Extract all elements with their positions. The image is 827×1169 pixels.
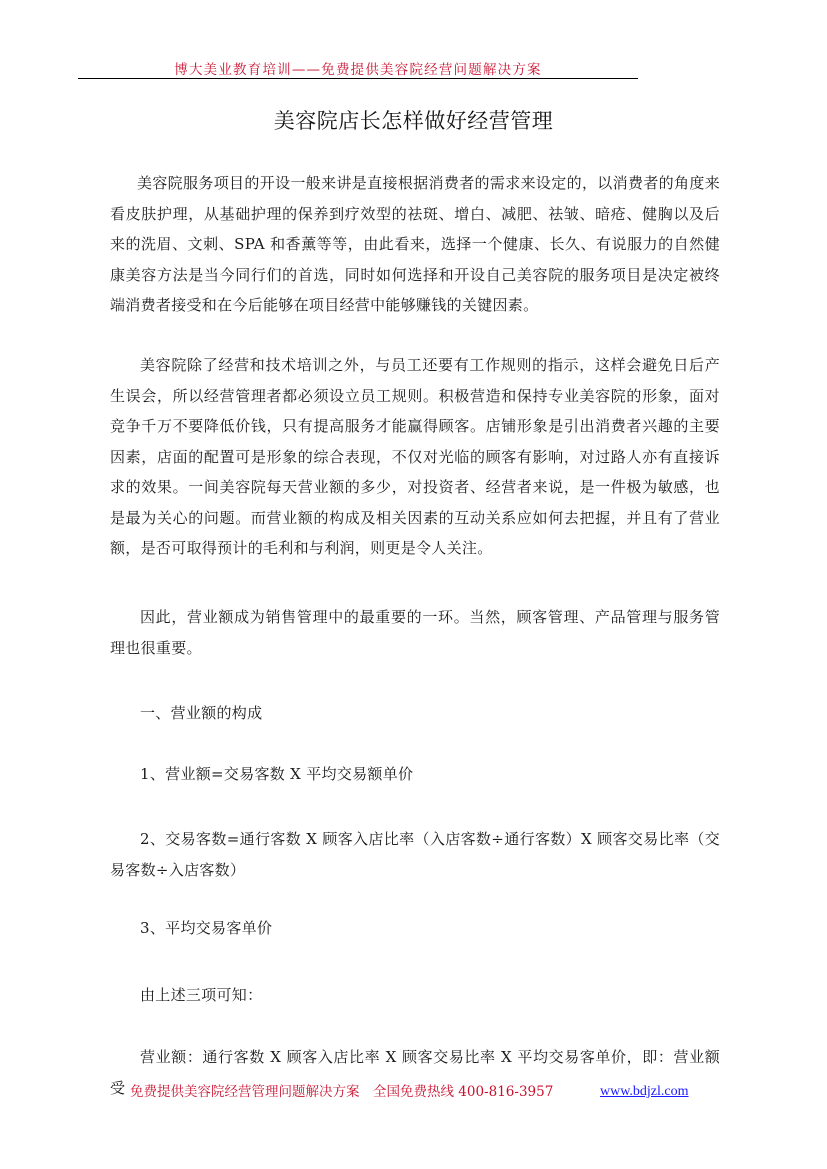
document-title: 美容院店长怎样做好经营管理 bbox=[273, 109, 554, 133]
paragraph-intro: 美容院服务项目的开设一般来讲是直接根据消费者的需求来设定的，以消费者的角度来看皮肤护理，从基础护理的保养到疗效型的祛斑、增白、减肥、祛皱、暗疮、健胸以及后来的洗眉、文刺、SPA 和香薰等等，由此看来，选择一个健康、长久、有说服力的自然健康美容方法是当今同行们的首选，同时如何选择和开设自己美容院的服务项目是决定被终端消费者接受和在今后能够在项目经营中能够赚钱的关键因素。 bbox=[110, 174, 720, 314]
footer-text: 免费提供美容院经营管理问题解决方案 全国免费热线 400-816-3957 bbox=[130, 1084, 554, 1100]
paragraph-staff-rules: 美容院除了经营和技术培训之外，与员工还要有工作规则的指示，这样会避免日后产生误会，所以经营管理者都必须设立员工规则。积极营造和保持专业美容院的形象，面对竞争千万不要降低价钱，只有提高服务才能赢得顾客。店铺形象是引出消费者兴趣的主要因素，店面的配置可是形象的综合表现，不仅对光临的顾客有影响，对过路人亦有直接诉求的效果。一间美容院每天营业额的多少，对投资者、经营者来说，是一件极为敏感，也是最为关心的问题。而营业额的构成及相关因素的互动关系应如何去把握，并且有了营业额，是否可取得预计的毛利和与利润，则更是令人关注。 bbox=[110, 356, 720, 557]
item-average-price: 3、平均交易客单价 bbox=[140, 919, 273, 937]
paragraph-formula-summary: 营业额：通行客数 X 顾客入店比率 X 顾客交易比率 X 平均交易客单价，即：营业额受 bbox=[110, 1048, 720, 1097]
formula-transactions: 2、交易客数=通行客数 X 顾客入店比率（入店客数÷通行客数）X 顾客交易比率（交易客数÷入店客数） bbox=[110, 830, 720, 879]
section-heading-revenue: 一、营业额的构成 bbox=[140, 704, 263, 722]
paragraph-conclusion: 由上述三项可知： bbox=[140, 986, 263, 1004]
page-footer bbox=[0, 1082, 827, 1102]
paragraph-importance: 因此，营业额成为销售管理中的最重要的一环。当然，顾客管理、产品管理与服务管理也很重要。 bbox=[110, 608, 720, 657]
formula-revenue: 1、营业额=交易客数 X 平均交易额单价 bbox=[140, 765, 414, 783]
page-header: 博大美业教育培训——免费提供美容院经营问题解决方案 bbox=[174, 62, 542, 78]
header-divider bbox=[78, 78, 638, 79]
footer-website-link[interactable]: www.bdjzl.com bbox=[600, 1084, 689, 1099]
